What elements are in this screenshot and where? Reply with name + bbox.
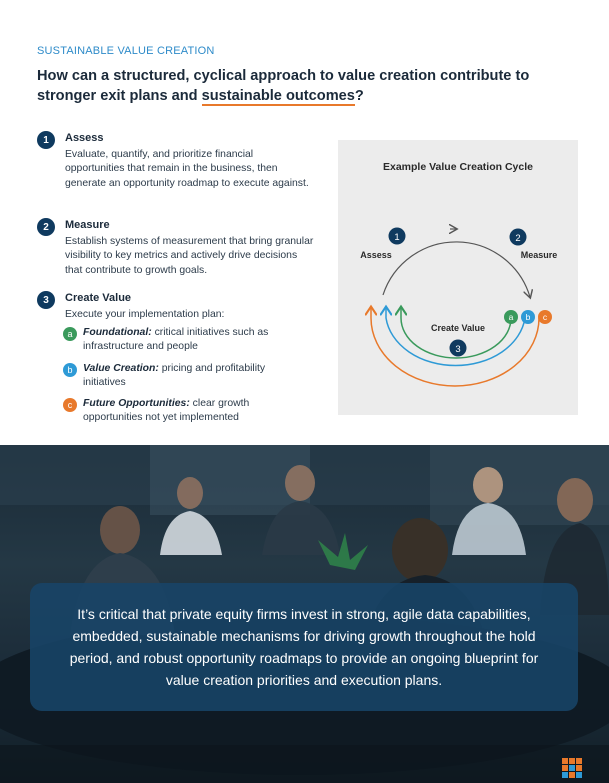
meeting-photo (0, 445, 609, 783)
cycle-svg (338, 140, 578, 415)
label-assess: Assess (360, 250, 392, 260)
letter-badge: b (63, 363, 77, 377)
page-headline (37, 66, 577, 106)
step-body: Establish systems of measurement that bring granular visibility to key metrics and actively drive decisions that contribute to growth goals. (65, 236, 314, 276)
letter-badge: c (63, 398, 77, 412)
badge-c-label: c (542, 312, 548, 322)
cycle-top-arc (383, 242, 530, 297)
subitem-label: Value Creation: (83, 363, 159, 374)
section-eyebrow: SUSTAINABLE VALUE CREATION (37, 45, 215, 57)
subitem-text: clear growth opportunities not yet implemented (83, 398, 250, 424)
step-number: 2 (37, 218, 55, 236)
badge-3-label: 3 (455, 344, 461, 355)
subitem-text: pricing and profitability initiatives (83, 363, 266, 389)
badge-2-label: 2 (515, 233, 521, 244)
step-number: 3 (37, 291, 55, 309)
quote-text: It’s critical that private equity firms invest in strong, agile data capabilities, embedded, sustainable mechanisms for driving growth throughout the hold period, and robust opportunity roadmaps to provide an ongoing blueprint for value creation priorities and execution plans. (69, 606, 539, 688)
quote-callout (30, 583, 578, 711)
subitem-text: critical initiatives such as infrastructure and people (83, 327, 269, 353)
subitem-foundational (63, 326, 303, 355)
step-body: Evaluate, quantify, and prioritize financial opportunities that remain in the business, then generate an opportunity roadmap to execute against. (65, 149, 309, 189)
headline-text: How can a structured, cyclical approach to value creation contribute to stronger exit plans and (37, 68, 530, 104)
label-measure: Measure (520, 250, 558, 260)
badge-b-label: b (525, 312, 531, 322)
subitem-future-opportunities (63, 397, 303, 426)
badge-1-label: 1 (394, 232, 400, 243)
headline-end: ? (354, 88, 364, 104)
value-creation-cycle-diagram (338, 140, 578, 415)
subitem-label: Foundational: (83, 327, 152, 338)
step-number: 1 (37, 131, 55, 149)
letter-badge: a (63, 327, 77, 341)
step-title: Assess (65, 132, 104, 144)
subitem-value-creation (63, 362, 303, 391)
step-title: Measure (65, 219, 110, 231)
brand-logo-icon (562, 758, 583, 779)
headline-highlight: sustainable outcomes (201, 88, 355, 104)
step-body: Execute your implementation plan: (65, 309, 225, 320)
step-title: Create Value (65, 292, 132, 304)
subitem-label: Future Opportunities: (83, 398, 190, 409)
cycle-title: Example Value Creation Cycle (383, 161, 533, 173)
badge-a-label: a (508, 312, 514, 322)
label-create-value: Create Value (430, 323, 486, 333)
